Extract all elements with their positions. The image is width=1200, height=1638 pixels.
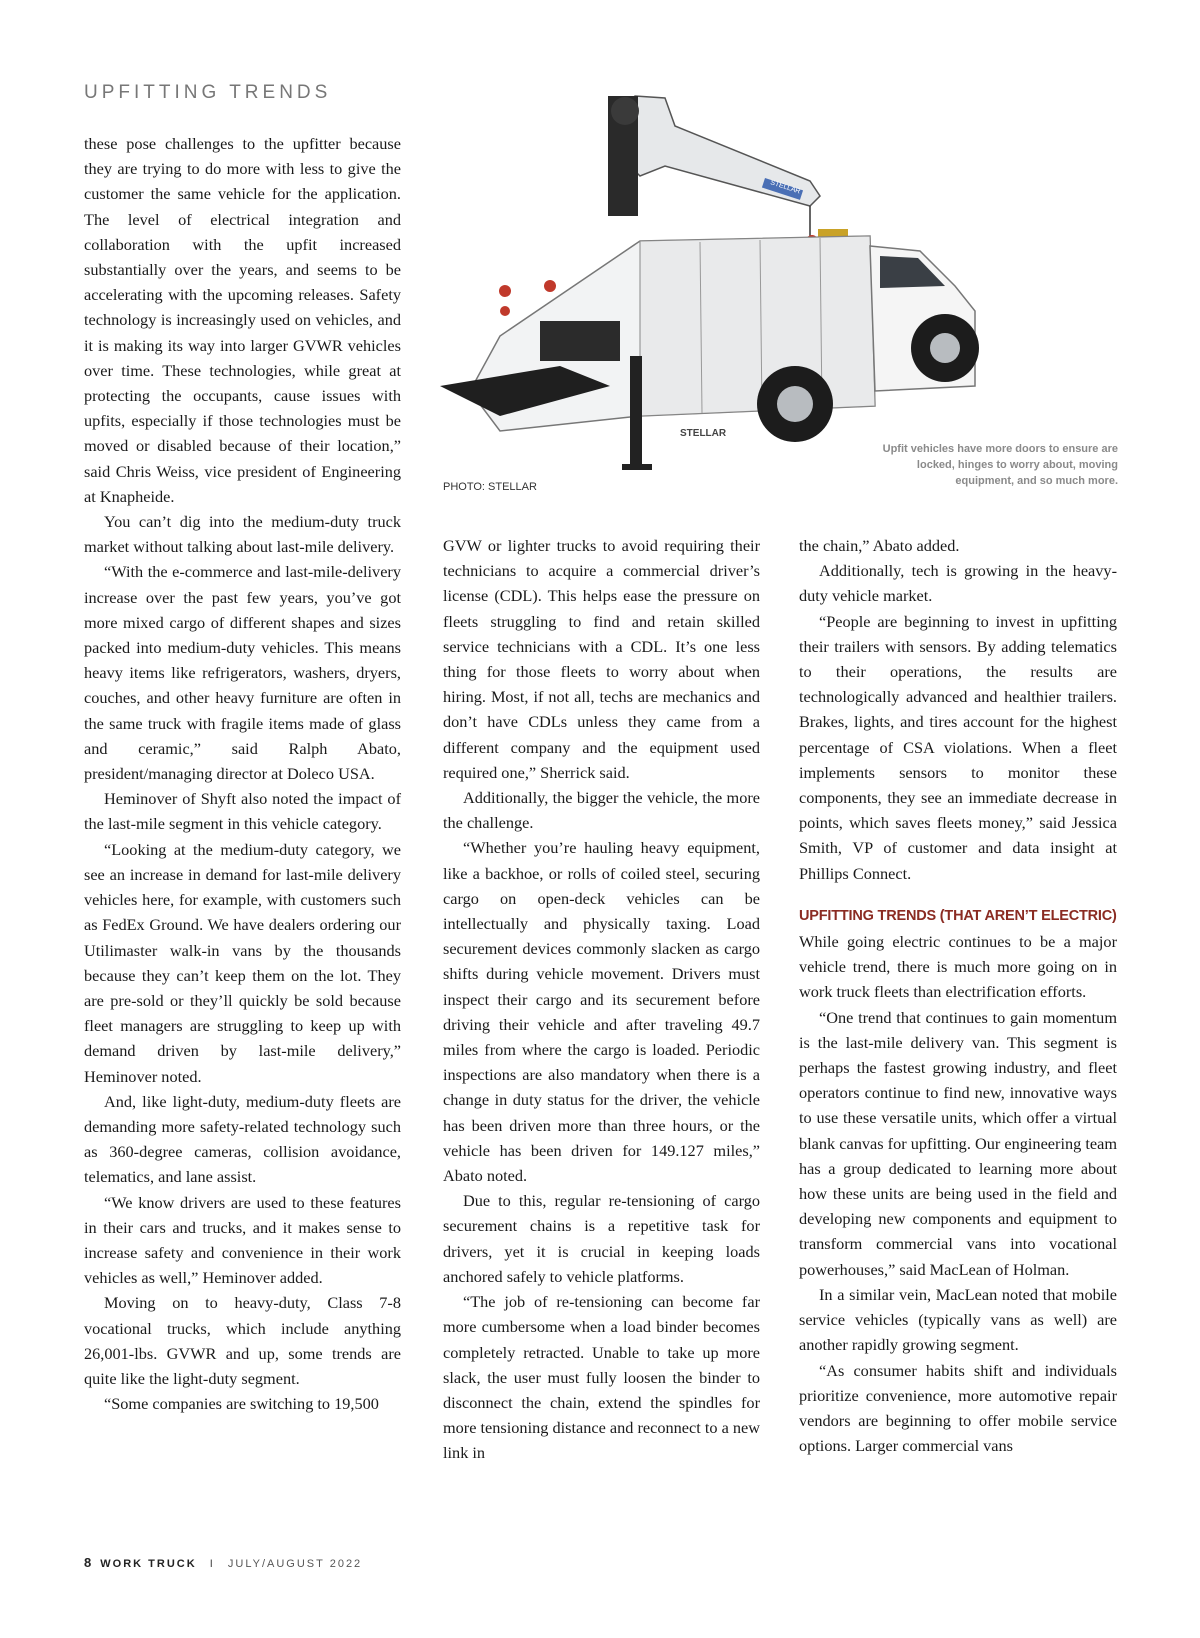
paragraph: “With the e-commerce and last-mile-delivery increase over the past few years, you’ve got more mixed cargo of different shapes and sizes packed into medium-duty vehicles. This means heavy items like refrigerators, washers, dryers, couches, and other heavy furniture are often in the same truck with fragile items made of glass and ceramic,” said Ralph Abato, president/managing director at Doleco USA. <box>84 562 401 784</box>
subheading: UPFITTING TRENDS (THAT AREN’T ELECTRIC) <box>799 907 1117 924</box>
paragraph: “Some companies are switching to 19,500 <box>104 1394 379 1414</box>
footer-separator: I <box>209 1558 215 1570</box>
photo-credit: PHOTO: STELLAR <box>443 481 537 493</box>
paragraph: “As consumer habits shift and individuals prioritize convenience, more automotive repair vendors are beginning to offer mobile service options. Larger commercial vans <box>799 1360 1117 1456</box>
svg-text:STELLAR: STELLAR <box>680 428 727 439</box>
section-label: UPFITTING TRENDS <box>84 82 332 103</box>
article-column-3 <box>799 533 1117 1458</box>
truck-photo <box>440 86 1120 496</box>
svg-text:STELLAR: STELLAR <box>769 179 802 196</box>
paragraph: “One trend that continues to gain momentum is the last-mile delivery van. This segment is perhaps the fastest growing industry, and fleet operators continue to find new, innovative ways to use these versatile units, which offer a virtual blank canvas for upfitting. Our engineering team has a group dedicated to learning more about how these units are being used in the field and developing new components and equipment to transform commercial vans into vocational powerhouses,” said MacLean of Holman. <box>799 1007 1117 1279</box>
paragraph: Additionally, tech is growing in the heavy-duty vehicle market. <box>799 561 1117 606</box>
paragraph: Additionally, the bigger the vehicle, the more the challenge. <box>443 788 760 833</box>
magazine-name: WORK TRUCK <box>100 1558 197 1570</box>
paragraph: Moving on to heavy-duty, Class 7-8 vocational trucks, which include anything 26,001-lbs. GVWR and up, some trends are quite like the light-duty segment. <box>84 1293 401 1388</box>
paragraph: Heminover of Shyft also noted the impact of the last-mile segment in this vehicle category. <box>84 789 401 834</box>
paragraph: While going electric continues to be a major vehicle trend, there is much more going on in work truck fleets than electrification efforts. <box>799 932 1117 1002</box>
page-footer <box>84 1555 362 1570</box>
paragraph: Due to this, regular re-tensioning of cargo securement chains is a repetitive task for drivers, yet it is crucial in keeping loads anchored safely to vehicle platforms. <box>443 1191 760 1286</box>
service-truck-illustration <box>440 86 1120 496</box>
page-number: 8 <box>84 1555 92 1570</box>
paragraph: the chain,” Abato added. <box>799 536 960 555</box>
paragraph: “We know drivers are used to these features in their cars and trucks, and it makes sense to increase safety and convenience in their work vehicles as well,” Heminover added. <box>84 1192 401 1288</box>
paragraph: “The job of re-tensioning can become far more cumbersome when a load binder becomes completely retracted. Unable to take up more slack, the user must fully loosen the binder to disconnect the chain, extend the spindles for more tensioning distance and reconnect to a new link in <box>443 1292 760 1463</box>
paragraph: You can’t dig into the medium-duty truck market without talking about last-mile delivery. <box>84 512 401 557</box>
article-column-1 <box>84 131 401 1416</box>
paragraph: “Whether you’re hauling heavy equipment, like a backhoe, or rolls of coiled steel, securing cargo on open-deck vehicles can be intellectually and physically taxing. Load securement devices commonly slacken as cargo shifts during vehicle movement. Drivers must inspect their cargo and its securement before driving their vehicle and after traveling 49.7 miles from where the cargo is loaded. Periodic inspections are also mandatory when there is a change in duty status for the driver, the vehicle has been driven more than three hours, or the vehicle has been driven for 149.127 miles,” Abato noted. <box>443 838 760 1186</box>
paragraph: GVW or lighter trucks to avoid requiring their technicians to acquire a commercial driver’s license (CDL). This helps ease the pressure on fleets struggling to find and retain skilled service technicians with a CDL. It’s one less thing for those fleets to worry about when hiring. Most, if not all, techs are mechanics and don’t have CDLs unless they came from a different company and the equipment used required one,” Sherrick said. <box>443 536 760 782</box>
article-column-2 <box>443 533 760 1466</box>
paragraph: “People are beginning to invest in upfitting their trailers with sensors. By adding telematics to their operations, the results are technologically advanced and healthier trailers. Brakes, lights, and tires account for the highest percentage of CSA violations. When a fleet implements sensors to monitor these components, they see an immediate decrease in points, which saves fleets money,” said Jessica Smith, VP of customer and data insight at Phillips Connect. <box>799 611 1117 883</box>
paragraph: In a similar vein, MacLean noted that mobile service vehicles (typically vans as well) are another rapidly growing segment. <box>799 1284 1117 1355</box>
paragraph: “Looking at the medium-duty category, we see an increase in demand for last-mile delivery vehicles here, for example, with customers such as FedEx Ground. We have dealers ordering our Utilimaster walk-in vans by the thousands because they can’t keep them on the lot. They are pre-sold or they’ll quickly be sold because fleet managers are struggling to keep up with demand driven by last-mile delivery,” Heminover noted. <box>84 839 401 1086</box>
issue-date: JULY/AUGUST 2022 <box>227 1558 363 1570</box>
paragraph: And, like light-duty, medium-duty fleets are demanding more safety-related technology such as 360-degree cameras, collision avoidance, telematics, and lane assist. <box>84 1091 401 1187</box>
paragraph: these pose challenges to the upfitter because they are trying to do more with less to give the customer the same vehicle for the application. The level of electrical integration and collaboration with the upfit increased substantially over the years, and seems to be accelerating with the upcoming releases. Safety technology is increasingly used on vehicles, and it is making its way into larger GVWR vehicles over time. These technologies, while great at protecting the occupants, cause issues with upfits, especially if those technologies must be moved or disabled because of their location,” said Chris Weiss, vice president of Engineering at Knapheide. <box>84 134 401 506</box>
photo-caption: Upfit vehicles have more doors to ensure are locked, hinges to worry about, moving equipment, and so much more. <box>882 443 1118 487</box>
